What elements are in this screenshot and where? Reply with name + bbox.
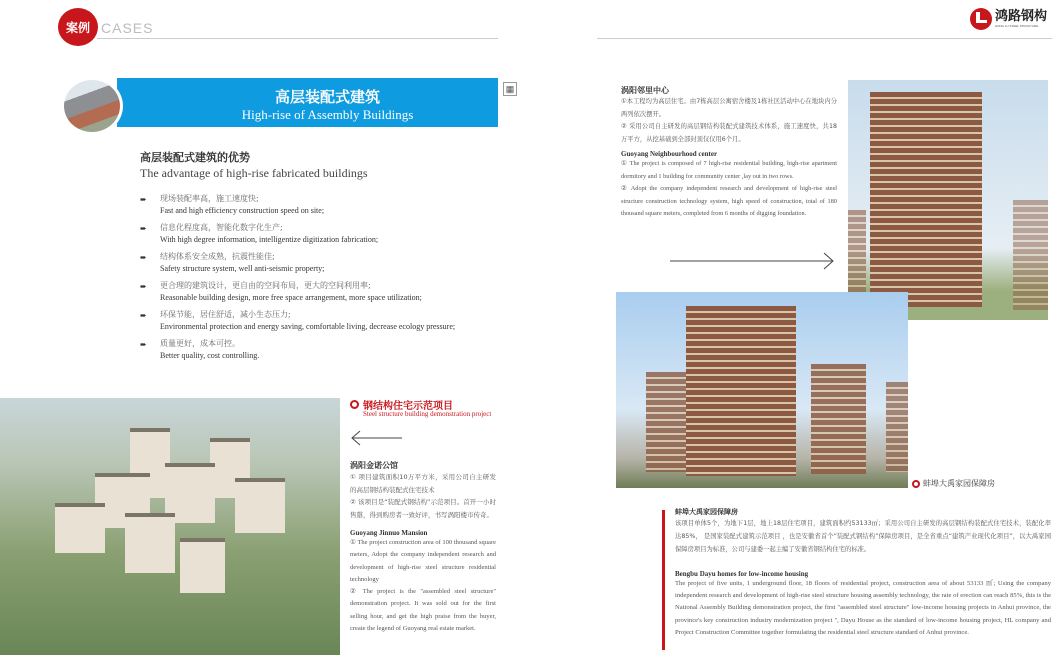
advantage-item [140,193,470,217]
neighbourhood-p1-cn: ①本工程均为高层住宅。由7栋高层公寓宿舍楼及1栋社区活动中心在地块内分两列依次摆开。 [621,98,837,118]
dayu-p-en: The project of five units, 1 underground floor, 18 floors of residential project, construction area of about 53133 ㎡; Using the company independent research and development of high-rise steel structure housing assembly technology, the rate of erection can reach 85%, this is the National Assembly Building demonstration project, the first "assembled steel structure" low-income housing projects in Anhui province, the province's key construction industry modernization project ", Dayu House as the standard of low-income housing project, HL company and Project Construction Committee together formulating the residential steel structure standard of Anhui province. [675,580,1051,636]
advantage-en: Better quality, cost controlling. [160,351,260,360]
accent-bar [662,510,665,650]
company-logo [970,8,1047,30]
advantage-cn: 结构体系安全成熟，抗震性能佳; [160,252,275,261]
neighbourhood-text [621,85,837,221]
bullet-arrow-icon: ➨ [140,253,147,262]
advantages-title-en: The advantage of high-rise fabricated buildings [140,166,368,180]
neighbourhood-p2-cn: ② 采用公司自主研发的高层钢结构装配式建筑技术体系，施工速度快，共18万平方，从挖基础到全部封顶仅仅用6个月。 [621,123,837,143]
advantage-cn: 信息化程度高，智能化数字化生产; [160,223,283,232]
advantage-en: Environmental protection and energy saving, comfortable living, decrease ecology pressure; [160,322,456,331]
target-icon [350,400,359,409]
advantage-item [140,222,470,246]
neighbourhood-p2-en: ② Adopt the company independent research and development of high-rise steel structure construction technology system, high speed of construction, total of 180 thousand square meters, completed from 6 months of digging foundation. [621,185,837,217]
bullet-arrow-icon: ➨ [140,311,147,320]
banner-photo [61,77,123,135]
section-banner [117,78,498,127]
bullet-arrow-icon: ➨ [140,282,147,291]
bullet-arrow-icon: ➨ [140,195,147,204]
jinnuo-p2-en: ② The project is the "assembled steel structure" demonstration project. It was sold out for the first selling hour, and get the high praise from the buyer, create the legend of Guoyang real estate market. [350,588,496,633]
logo-name: 鸿路钢构 [995,9,1048,24]
neighbourhood-photo [848,80,1048,320]
dayu-title-cn: 蚌埠大禹家园保障房 [675,508,738,516]
section-title: CASES [101,20,154,36]
demo-title-en: Steel structure building demonstration project [363,410,492,418]
target-icon [912,480,920,488]
advantage-item [140,280,470,304]
dayu-photo [616,292,908,488]
jinnuo-p1-en: ① The project construction area of 100 thousand square meters, Adopt the company independent research and development of high-rise steel structure residential technology [350,539,496,583]
header-divider-right [597,38,1052,39]
advantages-title-cn: 高层装配式建筑的优势 [140,151,250,164]
advantage-cn: 质量更好，成本可控。 [160,339,240,348]
advantage-item [140,338,470,362]
dayu-caption [912,478,995,489]
bullet-arrow-icon: ➨ [140,340,147,349]
advantage-cn: 环保节能，居住舒适，减小生态压力; [160,310,291,319]
section-badge-label: 案例 [65,20,90,35]
jinnuo-p2-cn: ② 该项目是“装配式钢结构”示范项目。首开一小时售罄，得到购房者一致好评，书写涡阳楼市传奇。 [350,498,496,519]
jinnuo-text [350,460,496,635]
bullet-arrow-icon: ➨ [140,224,147,233]
advantage-en: Fast and high efficiency construction speed on site; [160,206,325,215]
header-divider [97,38,498,39]
advantage-cn: 更合理的建筑设计，更自由的空间布局，更大的空间利用率; [160,281,371,290]
advantage-en: Safety structure system, well anti-seismic property; [160,264,325,273]
logo-icon [970,8,992,30]
advantage-en: With high degree information, intelligentize digitization fabrication; [160,235,379,244]
demo-title-cn: 钢结构住宅示范项目 [363,401,453,412]
dayu-caption-text: 蚌埠大禹家园保障房 [923,479,995,488]
dayu-title-en: Bengbu Dayu homes for low-income housing [675,570,809,578]
section-badge [58,8,98,46]
advantage-item [140,251,470,275]
arrow-right-icon [670,252,835,270]
arrow-left-icon [350,430,402,446]
fullscreen-icon[interactable]: ▦ [503,82,517,96]
dayu-p-cn: 该项目单体5个，为地下1层，地上18层住宅项目，建筑面积约53133㎡；采用公司自主研发的高层钢结构装配式住宅技术，装配化率达85%， 是国家装配式建筑示范项目 ，也是安徽省首个“装配式钢结构”保障房项目，是全省重点“建筑产业现代化项目”，以大禹家园保障房项目为标准，公司与建委一起主编了安徽省钢结构住宅的标准。 [675,520,1051,553]
jinnuo-title-cn: 涡阳金诺公馆 [350,461,398,470]
neighbourhood-p1-en: ① The project is composed of 7 high-rise residential building, high-rise apartment dormitory and 1 building for community center ,lay out in two rows. [621,160,837,180]
advantage-cn: 现场装配率高，施工速度快; [160,194,259,203]
banner-title-en: High-rise of Assembly Buildings [241,107,414,122]
dayu-text [675,507,1051,639]
banner-title-cn: 高层装配式建筑 [274,88,380,106]
neighbourhood-title-cn: 涡阳邻里中心 [621,86,669,95]
neighbourhood-title-en: Guoyang Neighbourhood center [621,150,718,158]
advantage-item [140,309,470,333]
jinnuo-title-en: Guoyang Jinnuo Mansion [350,529,428,537]
jinnuo-aerial-photo [0,398,340,655]
jinnuo-p1-cn: ① 项目建筑面积10万平方米，采用公司自主研发的高层钢结构装配式住宅技术 [350,473,496,494]
logo-sub: HONG LU STEEL STRUCTURE [995,24,1039,28]
advantage-en: Reasonable building design, more free space arrangement, more space utilization; [160,293,422,302]
